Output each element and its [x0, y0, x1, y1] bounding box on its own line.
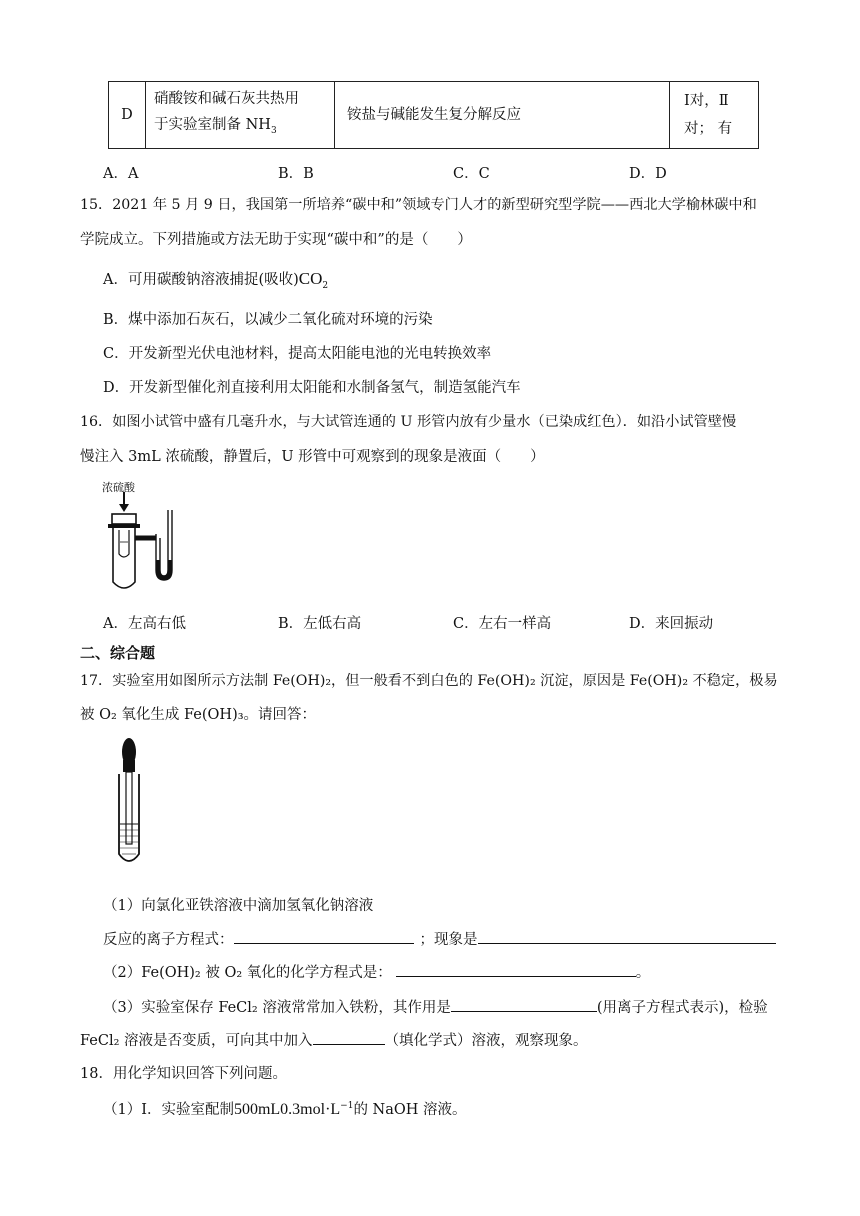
period: 。: [635, 965, 651, 981]
section-heading: 二、综合题: [80, 644, 156, 662]
q16-line2: 慢注入 3mL 浓硫酸，静置后，U 形管中可观察到的现象是液面（ ）: [80, 449, 545, 465]
oxidation-equation-label: （2）Fe(OH)₂ 被 O₂ 氧化的化学方程式是：: [103, 965, 392, 981]
concentration-exponent: −1: [340, 1101, 354, 1112]
co2-formula: CO: [298, 269, 323, 288]
judge-line1: Ⅰ对，Ⅱ: [684, 92, 729, 109]
iron-powder-purpose-label: （3）实验室保存 FeCl₂ 溶液常常加入铁粉，其作用是: [103, 1000, 451, 1016]
answer-table: [108, 81, 759, 149]
iron-powder-purpose-blank[interactable]: [451, 997, 597, 1012]
q16-line1: 16．如图小试管中盛有几毫升水，与大试管连通的 U 形管内放有少量水（已染成红色）．如沿小试管壁慢: [80, 414, 737, 430]
q17-part2: [103, 961, 650, 982]
q16-option-d: D．来回振动: [629, 616, 714, 632]
dropper-test-tube-figure: [108, 736, 152, 870]
judgement-cell: [670, 82, 759, 149]
q17-part1-answer-line: [103, 928, 776, 949]
q18-line1: 18．用化学知识回答下列问题。: [80, 1066, 287, 1082]
q15-line2: 学院成立。下列措施或方法无助于实现“碳中和”的是（ ）: [80, 232, 472, 248]
q18-part1-prefix: （1）I．实验室配制: [103, 1102, 234, 1118]
method-line2: 于实验室制备 NH: [154, 117, 271, 133]
q16-option-c: C．左右一样高: [453, 616, 552, 632]
q15-line1: 15．2021 年 5 月 9 日，我国第一所培养“碳中和”领域专门人才的新型研究型学院——西北大学榆林碳中和: [80, 197, 757, 213]
method-line1: 硝酸铵和碱石灰共热用: [154, 91, 299, 107]
q17-line2: 被 O₂ 氧化生成 Fe(OH)₃。请回答：: [80, 707, 317, 723]
ionic-equation-label: 反应的离子方程式：: [103, 932, 234, 948]
q16-option-a: A．左高右低: [103, 616, 186, 632]
q15-option-a: [103, 268, 328, 291]
ionic-equation-blank[interactable]: [234, 929, 414, 944]
q14-option-a: A．A: [103, 166, 139, 182]
concentration-formula: 500mL0.3mol·L: [233, 1101, 341, 1118]
q14-option-b: B．B: [278, 166, 314, 182]
reagent-hint: （填化学式）溶液，观察现象。: [384, 1033, 588, 1049]
q15-option-b: B．煤中添加石灰石，以减少二氧化硫对环境的污染: [103, 312, 433, 328]
phenomenon-label: ；现象是: [419, 932, 478, 948]
table-row: [109, 82, 759, 149]
q18-part1: [103, 1098, 467, 1119]
ion-equation-hint: (用离子方程式表示)，检验: [596, 1000, 768, 1016]
q15-option-d: D．开发新型催化剂直接利用太阳能和水制备氢气，制造氢能汽车: [103, 380, 521, 396]
u-tube-apparatus-figure: [98, 490, 188, 600]
q14-option-c: C．C: [453, 166, 490, 182]
figure-label: 浓硫酸: [102, 481, 135, 494]
q15-option-a-text: A．可用碳酸钠溶液捕捉(吸收): [103, 272, 299, 288]
q17-part3: [103, 996, 768, 1017]
q15-option-c: C．开发新型光伏电池材料，提高太阳能电池的光电转换效率: [103, 346, 492, 362]
oxidation-equation-blank[interactable]: [396, 962, 636, 977]
q14-option-d: D．D: [629, 166, 667, 182]
q16-option-b: B．左低右高: [278, 616, 362, 632]
q18-part1-suffix: 的 NaOH 溶液。: [353, 1102, 467, 1118]
co2-subscript: 2: [322, 280, 329, 291]
option-letter-cell: D: [109, 82, 146, 149]
method-cell: [146, 82, 335, 149]
q17-line1: 17．实验室用如图所示方法制 Fe(OH)₂，但一般看不到白色的 Fe(OH)₂ 沉淀，原因是 Fe(OH)₂ 不稳定，极易: [80, 673, 778, 689]
phenomenon-blank[interactable]: [478, 929, 776, 944]
q17-part3-continued: [80, 1029, 588, 1050]
judge-line2: 对； 有: [684, 120, 733, 137]
nh3-subscript: 3: [270, 125, 277, 136]
reagent-label: FeCl₂ 溶液是否变质，可向其中加入: [80, 1033, 313, 1049]
reagent-blank[interactable]: [313, 1030, 385, 1045]
q17-part1: （1）向氯化亚铁溶液中滴加氢氧化钠溶液: [103, 898, 374, 914]
reason-cell: 铵盐与碱能发生复分解反应: [335, 82, 670, 149]
